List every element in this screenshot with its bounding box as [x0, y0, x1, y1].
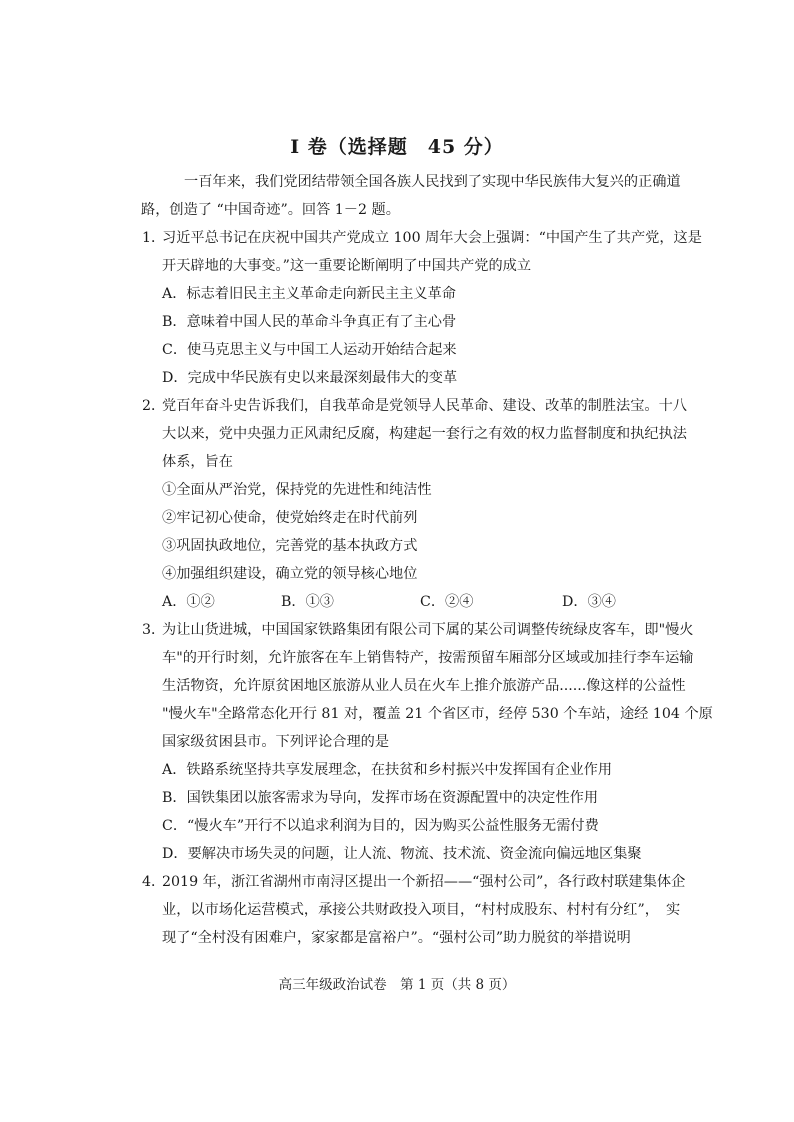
choice-c: C．②④ [420, 594, 474, 610]
page-footer: 高三年级政治试卷 第 1 页（共 8 页） [278, 977, 516, 993]
choice-d: D．③④ [562, 594, 616, 610]
section-title: I 卷（选择题 45 分） [290, 136, 504, 158]
question-number: 4． [142, 874, 166, 890]
choice-b: B．①③ [281, 594, 334, 610]
option-b: B．国铁集团以旅客需求为导向，发挥市场在资源配置中的决定性作用 [162, 790, 599, 806]
intro-line: 路，创造了 “中国奇迹”。回答 1－2 题。 [141, 202, 400, 218]
question-stem-line: 车"的开行时刻，允许旅客在车上销售特产，按需预留车厢部分区域或加挂行李车运输 [162, 650, 694, 666]
question-stem-line: 为让山货进城，中国国家铁路集团有限公司下属的某公司调整传统绿皮客车，即"慢火 [162, 622, 694, 638]
statement-item: ③巩固执政地位，完善党的基本执政方式 [162, 538, 418, 554]
option-c: C．使马克思主义与中国工人运动开始结合起来 [162, 342, 457, 358]
statement-item: ②牢记初心使命，使党始终走在时代前列 [162, 510, 418, 526]
question-stem-line: 2019 年，浙江省湖州市南浔区提出一个新招——“强村公司”，各行政村联建集体企 [162, 874, 686, 890]
question-stem-line: 党百年奋斗史告诉我们，自我革命是党领导人民革命、建设、改革的制胜法宝。十八 [162, 398, 687, 414]
option-d: D．完成中华民族有史以来最深刻最伟大的变革 [162, 370, 458, 386]
option-d: D．要解决市场失灵的问题，让人流、物流、技术流、资金流向偏远地区集聚 [162, 846, 642, 862]
question-stem-line: 大以来，党中央强力正风肃纪反腐，构建起一套行之有效的权力监督制度和执纪执法 [162, 426, 687, 442]
option-a: A．铁路系统坚持共享发展理念，在扶贫和乡村振兴中发挥国有企业作用 [162, 762, 613, 778]
question-stem-line: 现了“全村没有困难户，家家都是富裕户”。“强村公司”助力脱贫的举措说明 [162, 930, 631, 946]
question-stem-line: 国家级贫困县市。下列评论合理的是 [162, 734, 390, 750]
intro-line: 一百年来，我们党团结带领全国各族人民找到了实现中华民族伟大复兴的正确道 [184, 174, 681, 190]
question-stem-line: 体系，旨在 [162, 454, 233, 470]
statement-item: ④加强组织建设，确立党的领导核心地位 [162, 566, 418, 582]
question-number: 1． [142, 230, 166, 246]
choice-a: A．①② [162, 594, 215, 610]
option-b: B．意味着中国人民的革命斗争真正有了主心骨 [162, 314, 457, 330]
question-number: 2． [142, 398, 166, 414]
question-stem-line: 生活物资，允许原贫困地区旅游从业人员在火车上推介旅游产品......像这样的公益性 [162, 678, 686, 694]
question-stem-line: 习近平总书记在庆祝中国共产党成立 100 周年大会上强调：“中国产生了共产党，这是 [162, 230, 702, 246]
option-c: C．“慢火车”开行不以追求利润为目的，因为购买公益性服务无需付费 [162, 818, 599, 834]
question-stem-line: 业，以市场化运营模式，承接公共财政投入项目，“村村成股东、村村有分红”， 实 [162, 902, 681, 918]
option-a: A．标志着旧民主主义革命走向新民主主义革命 [162, 286, 456, 302]
question-number: 3． [142, 622, 166, 638]
statement-item: ①全面从严治党，保持党的先进性和纯洁性 [162, 482, 432, 498]
question-stem-line: 开天辟地的大事变。”这一重要论断阐明了中国共产党的成立 [162, 258, 532, 274]
question-stem-line: "慢火车"全路常态化开行 81 对，覆盖 21 个省区市，经停 530 个车站，途经 104 个原 [162, 706, 713, 722]
